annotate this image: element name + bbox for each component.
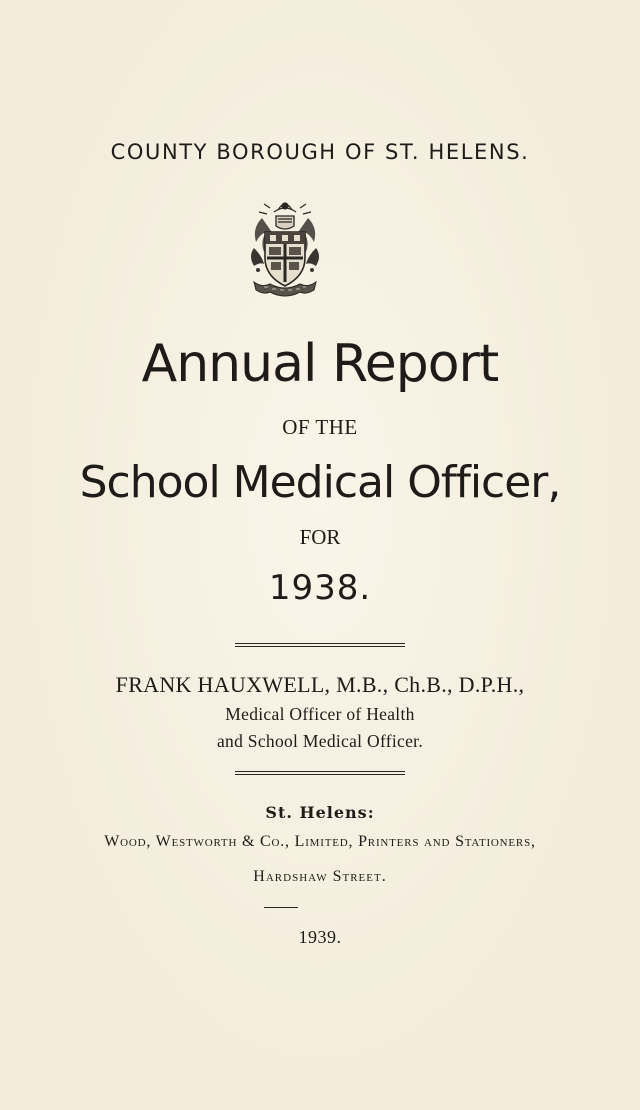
short-rule-divider: [264, 907, 298, 908]
double-rule-divider: [0, 642, 640, 648]
report-title: Annual Report: [141, 334, 499, 394]
report-subject: School Medical Officer,: [79, 457, 561, 508]
author-position-2: and School Medical Officer.: [216, 731, 424, 751]
report-year: 1938.: [268, 568, 372, 608]
county-heading: COUNTY BOROUGH OF ST. HELENS.: [110, 140, 530, 164]
publication-year: 1939.: [298, 927, 342, 947]
report-title-of-the: OF THE: [282, 415, 358, 439]
author-position: Medical Officer of Health: [225, 704, 415, 724]
author-name: FRANK HAUXWELL, M.B., Ch.B., D.P.H.,: [115, 672, 525, 697]
double-rule-divider: [0, 770, 640, 776]
imprint-street: Hardshaw Street.: [253, 868, 387, 885]
report-title-for: FOR: [299, 525, 341, 549]
imprint-printers: Wood, Westworth & Co., Limited, Printers and Stationers,: [104, 833, 536, 850]
imprint-place: St. Helens:: [265, 803, 375, 822]
borough-crest-icon: [240, 196, 330, 300]
